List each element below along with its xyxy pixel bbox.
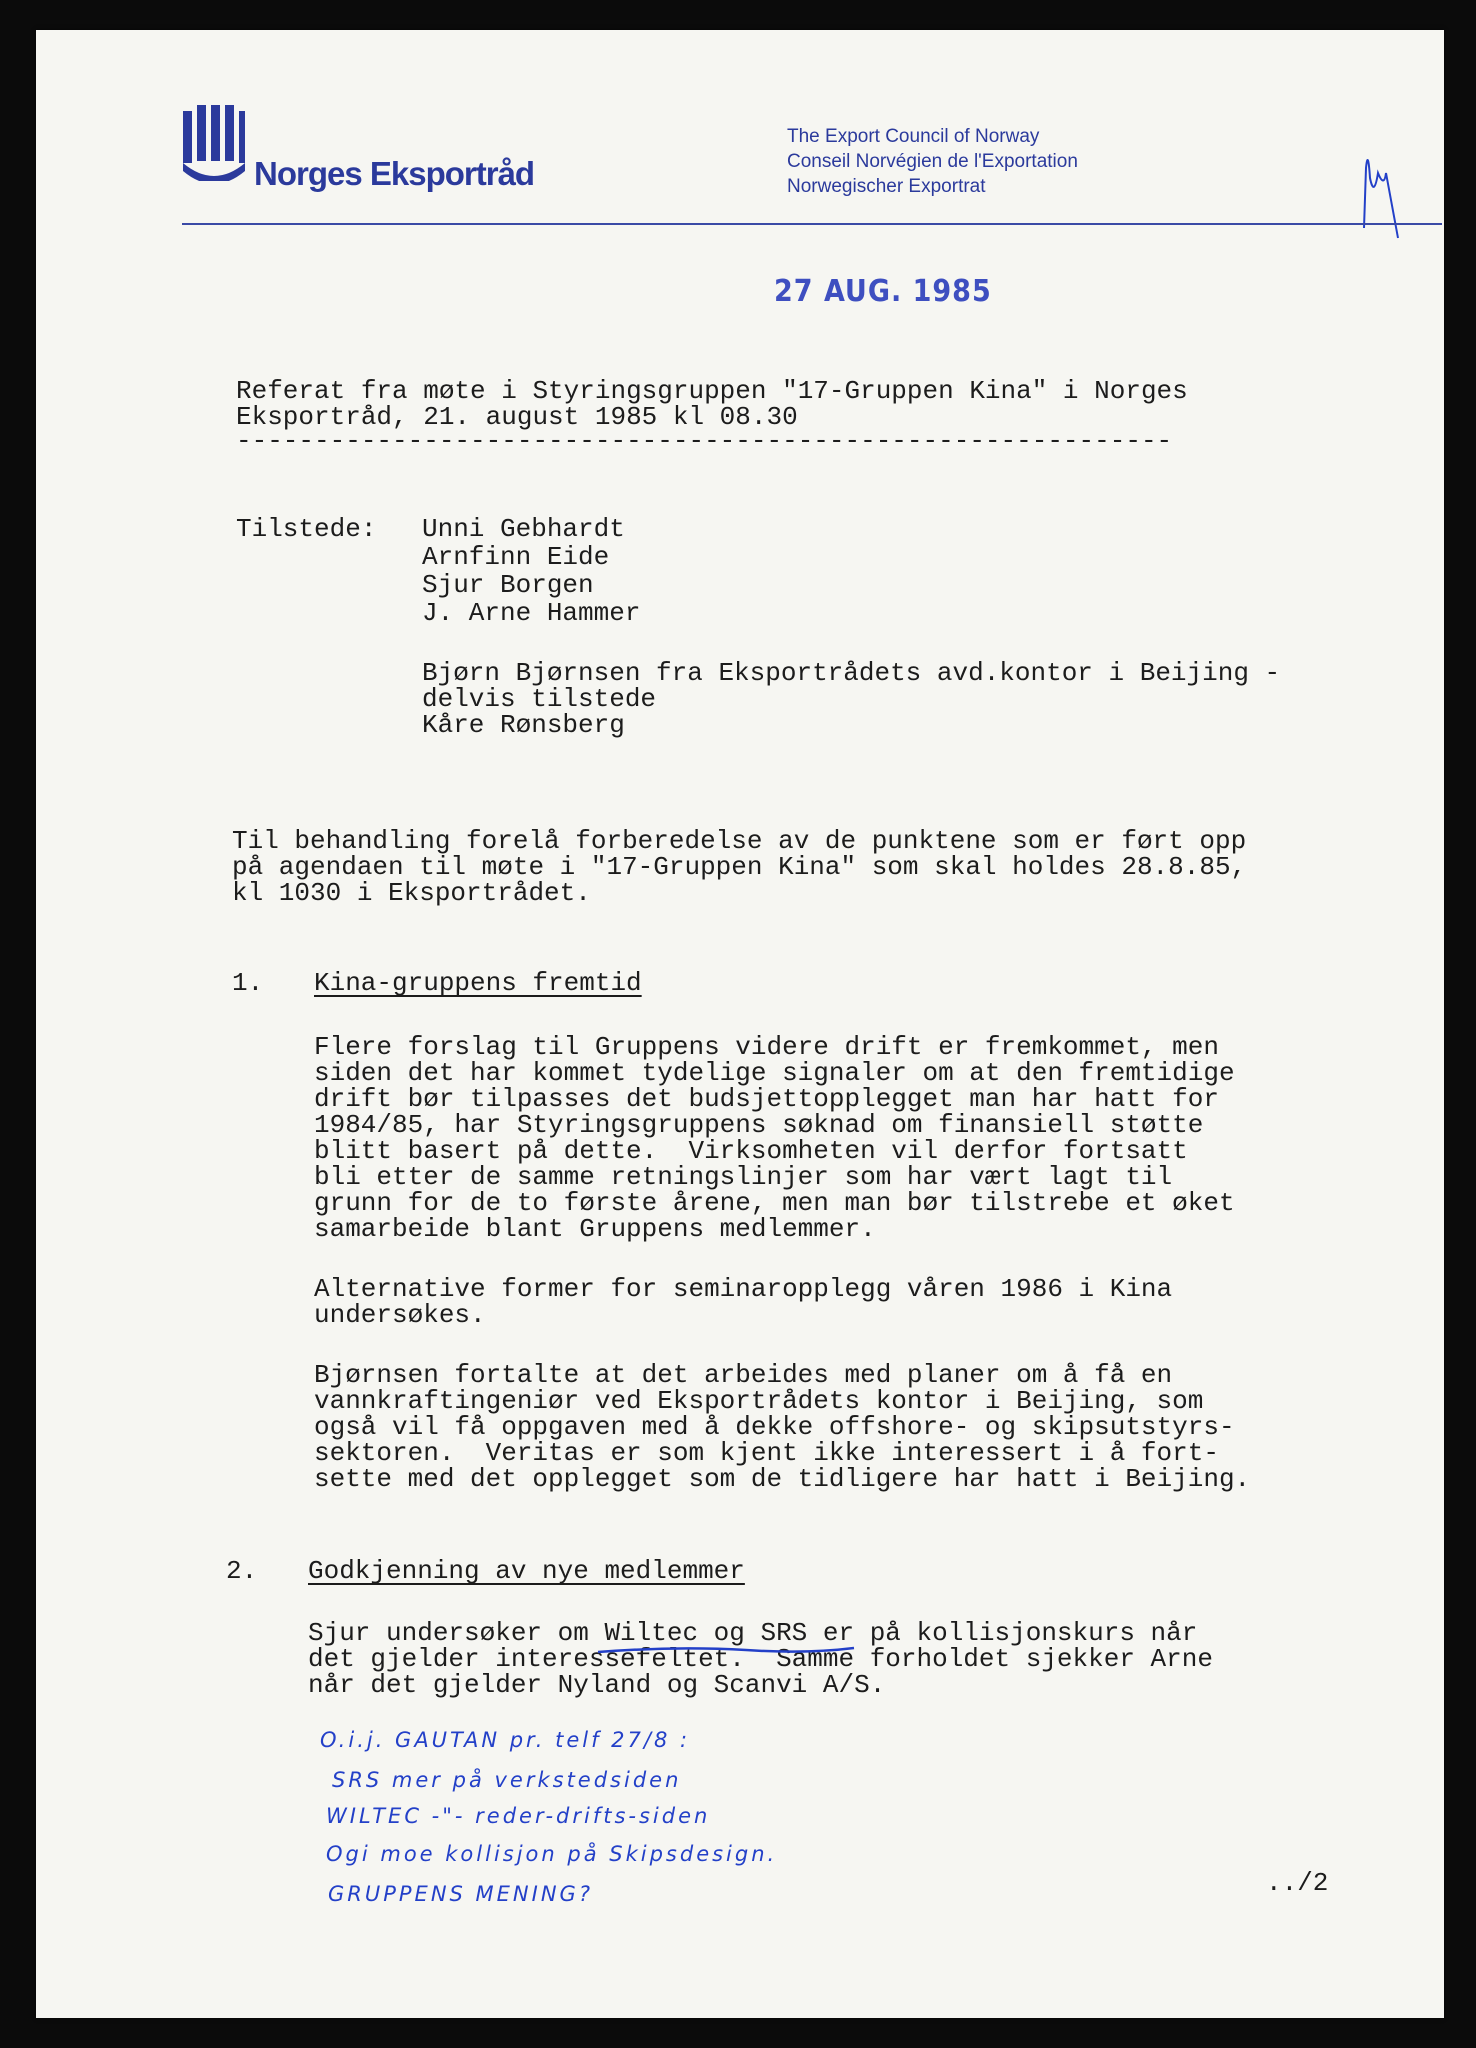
section-1-para-1-line: 1984/85, har Styringsgruppens søknad om finansiell støtte xyxy=(314,1110,1204,1140)
section-2-para-line: det gjelder interessefeltet. Samme forholdet sjekker Arne xyxy=(308,1644,1213,1674)
section-1-para-1-line: grunn for de to første årene, men man bør tilstrebe et øket xyxy=(314,1188,1235,1218)
letterhead-divider xyxy=(182,223,1442,225)
tagline-french: Conseil Norvégien de l'Exportation xyxy=(787,151,1078,172)
organization-name: Norges Eksportråd xyxy=(254,155,535,192)
handwritten-note-line: WILTEC -"- reder-drifts-siden xyxy=(326,1804,711,1828)
section-1-para-3-line: sektoren. Veritas er som kjent ikke interessert i å fort- xyxy=(314,1438,1219,1468)
title-line-2: Eksportråd, 21. august 1985 kl 08.30 xyxy=(236,402,798,432)
section-2-para-line: når det gjelder Nyland og Scanvi A/S. xyxy=(308,1670,886,1700)
received-date-stamp: 27 AUG. 1985 xyxy=(774,274,992,309)
section-2-para-line: Sjur undersøker om Wiltec og SRS er på kollisjonskurs når xyxy=(308,1618,1198,1648)
handwritten-note-line: O.i.j. GAUTAN pr. telf 27/8 : xyxy=(320,1728,691,1752)
attendee-name: J. Arne Hammer xyxy=(422,598,641,628)
title-dashed-rule: ------------------------------------------------------------ xyxy=(236,426,1173,456)
tagline-english: The Export Council of Norway xyxy=(787,126,1040,147)
tagline-german: Norwegischer Exportrat xyxy=(787,176,986,197)
attendees-label: Tilstede: xyxy=(236,514,377,544)
section-1-para-2-line: undersøkes. xyxy=(314,1300,486,1330)
norges-eksportrad-logo-icon xyxy=(183,105,245,181)
section-1-para-1-line: samarbeide blant Gruppens medlemmer. xyxy=(314,1214,876,1244)
section-1-para-1-line: Flere forslag til Gruppens videre drift er fremkommet, men xyxy=(314,1032,1219,1062)
section-1-para-1-line: bli etter de samme retningslinjer som har vært lagt til xyxy=(314,1162,1173,1192)
handwritten-note-line: Ogi moe kollisjon på Skipsdesign. xyxy=(326,1842,778,1866)
attendee-extra: delvis tilstede xyxy=(422,684,657,714)
section-2-number: 2. xyxy=(226,1556,258,1586)
title-line-1: Referat fra møte i Styringsgruppen "17-Gruppen Kina" i Norges xyxy=(236,376,1188,406)
section-1-para-3-line: også vil få oppgaven med å dekke offshore- og skipsutstyrs- xyxy=(314,1412,1235,1442)
attendee-name: Unni Gebhardt xyxy=(422,514,625,544)
document-page xyxy=(36,30,1444,2018)
section-1-heading: Kina-gruppens fremtid xyxy=(314,968,642,998)
section-1-para-3-line: vannkraftingeniør ved Eksportrådets kontor i Beijing, som xyxy=(314,1386,1204,1416)
attendee-extra: Kåre Rønsberg xyxy=(422,710,625,740)
handwritten-note-line: GRUPPENS MENING? xyxy=(328,1882,593,1906)
section-1-number: 1. xyxy=(232,968,264,998)
attendee-name: Sjur Borgen xyxy=(422,570,594,600)
section-1-para-3-line: sette med det opplegget som de tidligere har hatt i Beijing. xyxy=(314,1464,1251,1494)
section-1-para-1-line: blitt basert på dette. Virksomheten vil derfor fortsatt xyxy=(314,1136,1188,1166)
attendee-extra: Bjørn Bjørnsen fra Eksportrådets avd.kontor i Beijing - xyxy=(422,658,1281,688)
page-continuation-marker: ../2 xyxy=(1266,1868,1329,1898)
section-1-para-2-line: Alternative former for seminaropplegg våren 1986 i Kina xyxy=(314,1274,1173,1304)
intro-line: kl 1030 i Eksportrådet. xyxy=(232,878,591,908)
handwritten-note-line: SRS mer på verkstedsiden xyxy=(332,1768,682,1792)
attendee-name: Arnfinn Eide xyxy=(422,542,610,572)
intro-line: Til behandling forelå forberedelse av de punktene som er ført opp xyxy=(232,826,1247,856)
section-1-para-3-line: Bjørnsen fortalte at det arbeides med planer om å få en xyxy=(314,1360,1173,1390)
handwritten-underline-icon xyxy=(596,1642,856,1658)
section-1-para-1-line: drift bør tilpasses det budsjettopplegget man har hatt for xyxy=(314,1084,1219,1114)
intro-line: på agendaen til møte i "17-Gruppen Kina" som skal holdes 28.8.85, xyxy=(232,852,1247,882)
section-1-para-1-line: siden det har kommet tydelige signaler om at den fremtidige xyxy=(314,1058,1235,1088)
section-2-heading: Godkjenning av nye medlemmer xyxy=(308,1556,745,1586)
